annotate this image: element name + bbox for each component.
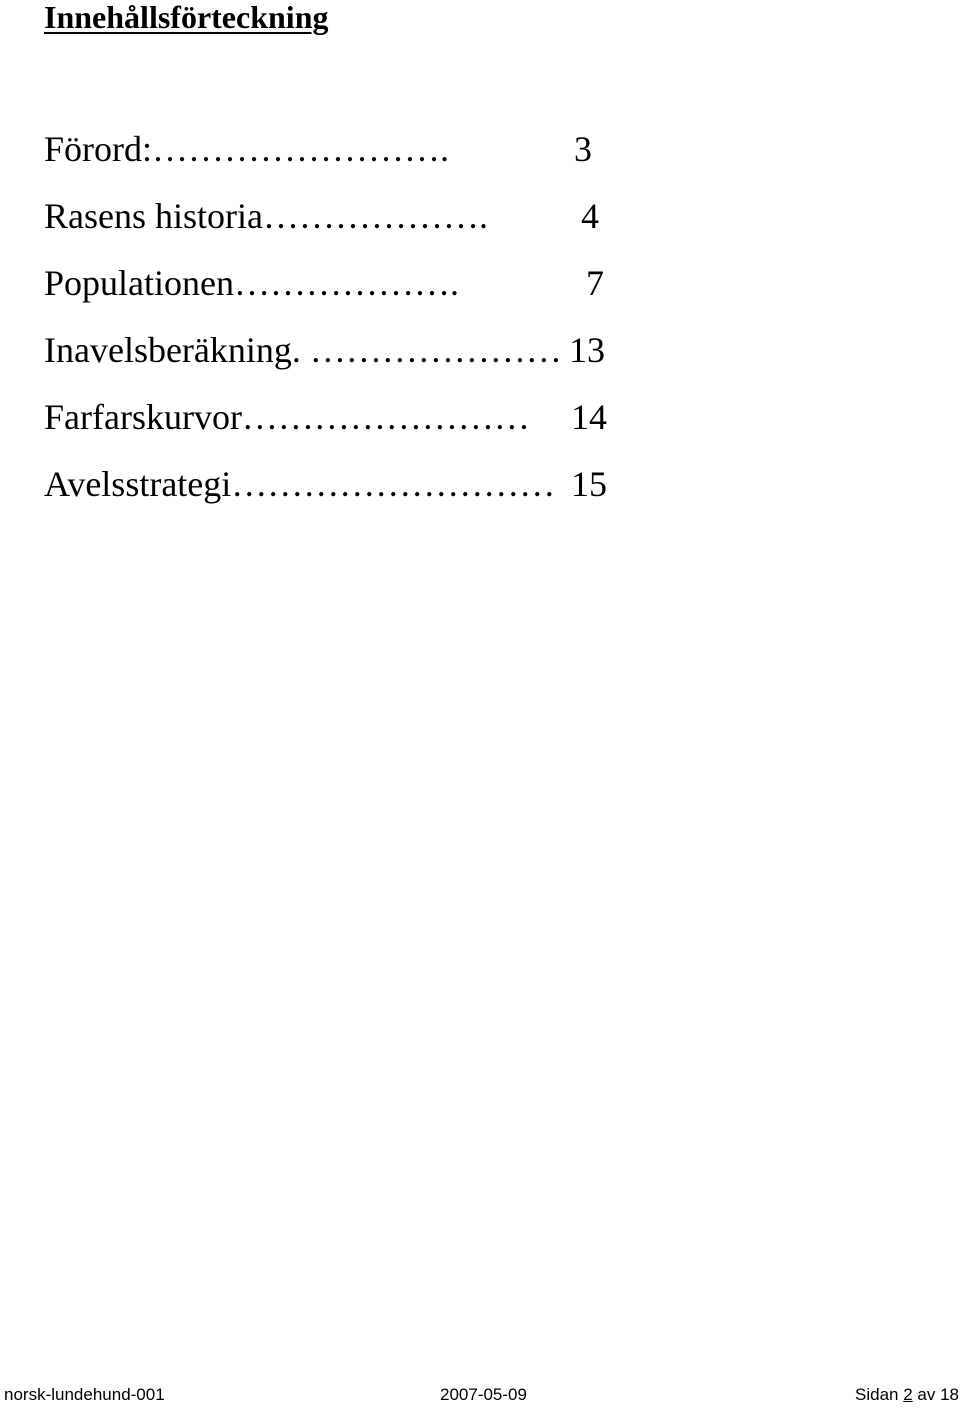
toc-entry-page: 3 xyxy=(574,129,592,169)
toc-entry-farfarskurvor[interactable] xyxy=(44,396,624,463)
toc-entry-populationen[interactable] xyxy=(44,262,624,329)
toc-entry-text: Inavelsberäkning. ………………… xyxy=(44,330,562,370)
toc-entry-text: Rasens historia………………. xyxy=(44,196,488,236)
footer-page-prefix: Sidan xyxy=(855,1385,904,1404)
toc-entry-text: Förord:……………………. xyxy=(44,129,449,169)
toc-entry-text: Populationen………………. xyxy=(44,263,459,303)
footer-page-counter xyxy=(855,1383,959,1407)
toc-entry-page: 13 xyxy=(569,330,605,370)
toc-entry-rasens-historia[interactable] xyxy=(44,195,624,262)
toc-entry-text: Avelsstrategi……………………… xyxy=(44,464,556,504)
toc-entry-text: Farfarskurvor…………………… xyxy=(44,397,530,437)
toc-entry-page: 4 xyxy=(581,196,599,236)
footer-page-number: 2 xyxy=(903,1385,913,1404)
toc-entry-avelsstrategi[interactable] xyxy=(44,463,624,530)
toc-entry-page: 7 xyxy=(586,263,604,303)
footer-date: 2007-05-09 xyxy=(440,1385,527,1404)
toc-entry-forord[interactable] xyxy=(44,128,624,195)
toc-entry-inavelsberakning[interactable] xyxy=(44,329,624,396)
footer-document-id: norsk-lundehund-001 xyxy=(4,1385,165,1404)
table-of-contents xyxy=(44,128,624,530)
footer-page-suffix: av 18 xyxy=(912,1385,959,1404)
page-title: Innehållsförteckning xyxy=(44,0,329,35)
toc-entry-page: 15 xyxy=(571,464,607,504)
toc-entry-page: 14 xyxy=(571,397,607,437)
page-footer xyxy=(0,1383,960,1407)
